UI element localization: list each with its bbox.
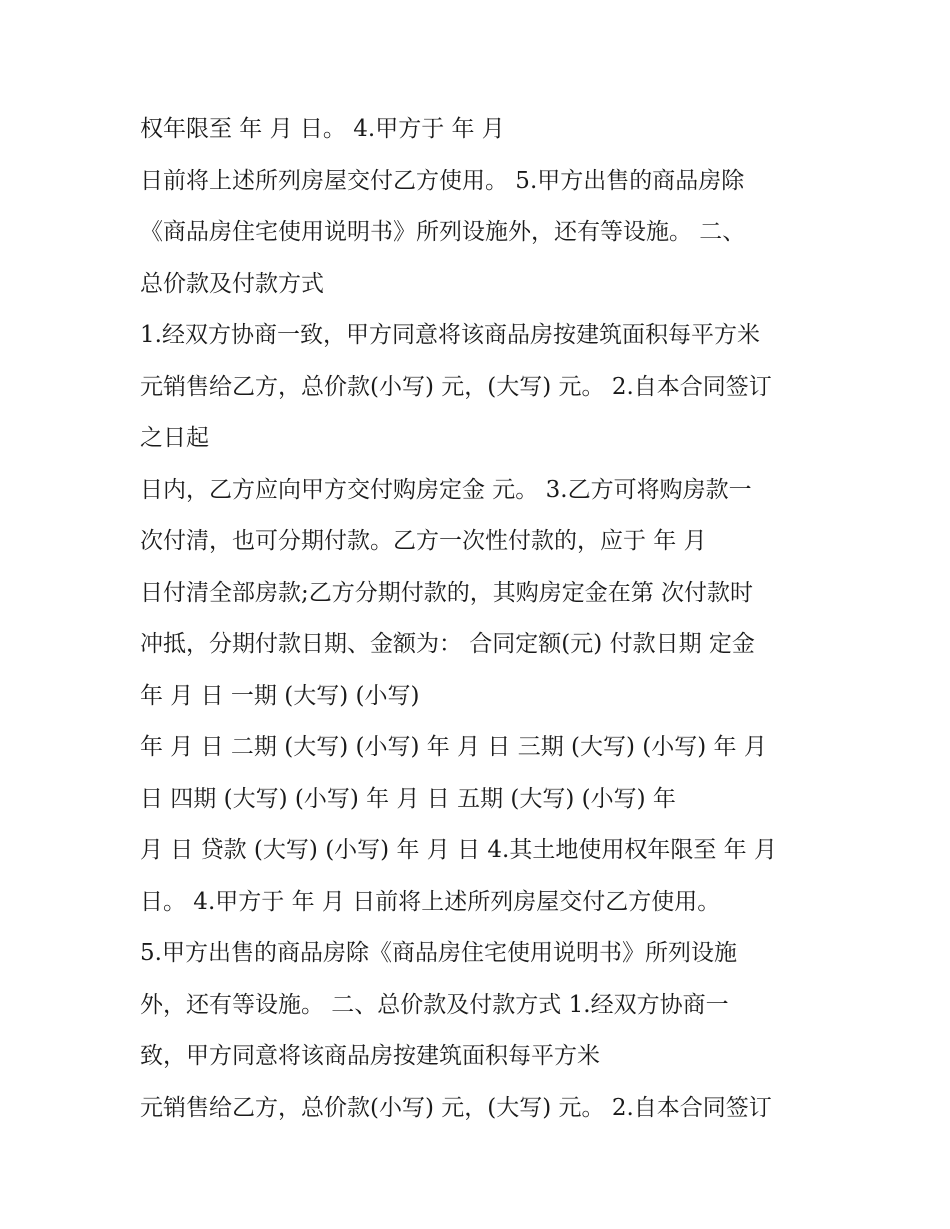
text-line: 日 四期 (大写) (小写) 年 月 日 五期 (大写) (小写) 年 xyxy=(140,785,676,812)
text-line: 外，还有等设施。 二、总价款及付款方式 1.经双方协商一 xyxy=(140,991,729,1018)
text-line: 日付清全部房款;乙方分期付款的，其购房定金在第 次付款时 xyxy=(140,579,754,606)
text-line: 元销售给乙方，总价款(小写) 元，(大写) 元。 2.自本合同签订 xyxy=(140,1094,772,1121)
text-line: 日。 4.甲方于 年 月 日前将上述所列房屋交付乙方使用。 xyxy=(140,888,721,915)
text-line: 次付清，也可分期付款。乙方一次性付款的，应于 年 月 xyxy=(140,528,707,554)
text-line: 冲抵，分期付款日期、金额为： 合同定额(元) 付款日期 定金 xyxy=(140,631,755,657)
text-line: 5.甲方出售的商品房除《商品房住宅使用说明书》所列设施 xyxy=(140,940,737,966)
text-line: 日前将上述所列房屋交付乙方使用。 5.甲方出售的商品房除 xyxy=(140,167,745,194)
text-line: 年 月 日 一期 (大写) (小写) xyxy=(140,682,420,709)
text-line: 《商品房住宅使用说明书》所列设施外，还有等设施。 二、 xyxy=(140,219,746,245)
text-line: 1.经双方协商一致，甲方同意将该商品房按建筑面积每平方米 xyxy=(140,322,760,348)
text-line: 总价款及付款方式 xyxy=(140,270,324,297)
text-line: 日内，乙方应向甲方交付购房定金 元。 3.乙方可将购房款一 xyxy=(140,476,752,503)
text-line: 致，甲方同意将该商品房按建筑面积每平方米 xyxy=(140,1043,600,1069)
contract-text-body xyxy=(140,104,820,1134)
text-line: 月 日 贷款 (大写) (小写) 年 月 日 4.其土地使用权年限至 年 月 xyxy=(140,837,777,863)
text-line: 之日起 xyxy=(140,425,209,451)
text-line: 权年限至 年 月 日。 4.甲方于 年 月 xyxy=(140,116,505,142)
text-line: 年 月 日 二期 (大写) (小写) 年 月 日 三期 (大写) (小写) 年 月 xyxy=(140,734,767,760)
text-line: 元销售给乙方，总价款(小写) 元，(大写) 元。 2.自本合同签订 xyxy=(140,373,772,400)
